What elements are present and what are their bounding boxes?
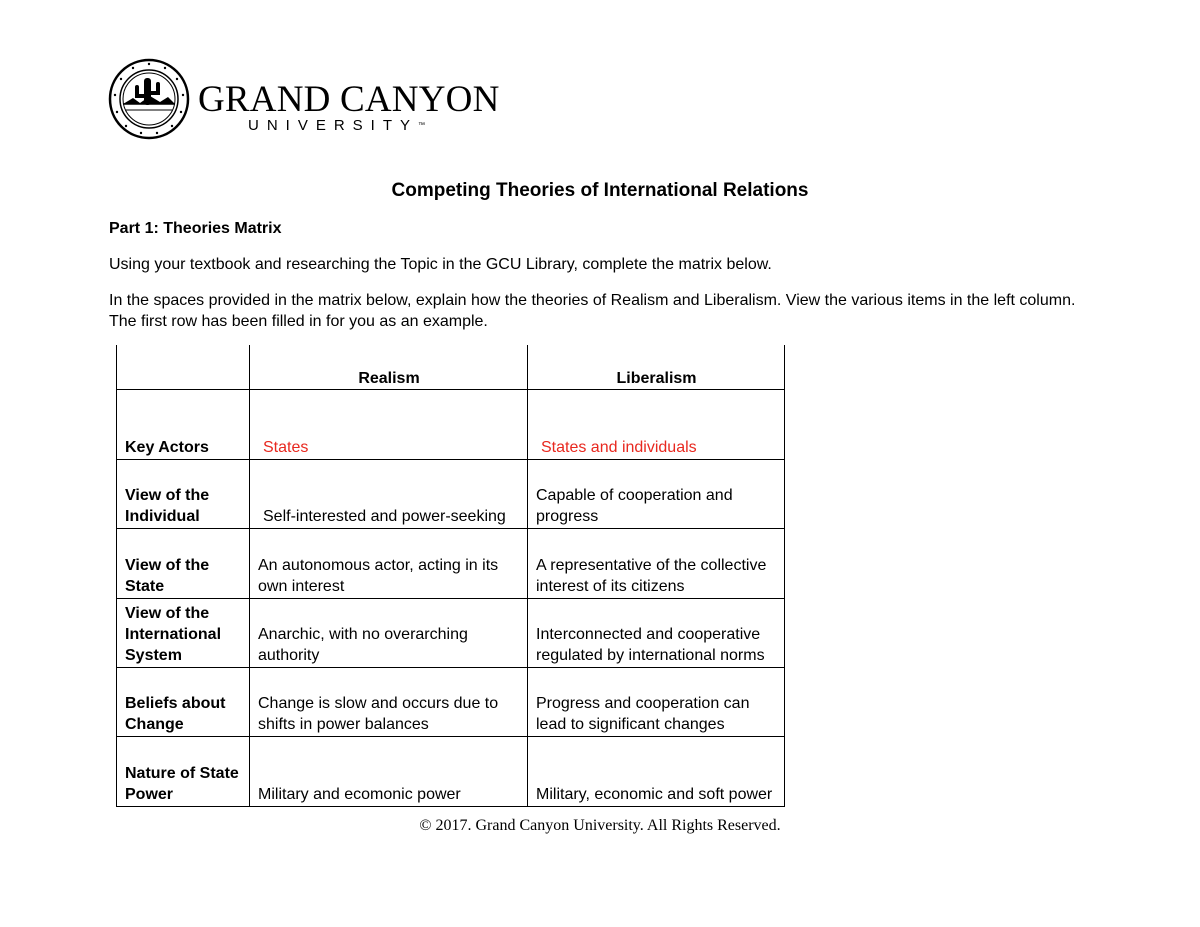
row-label: Nature of State Power bbox=[117, 736, 250, 806]
realism-cell: States bbox=[250, 389, 528, 459]
row-label: View of the State bbox=[117, 528, 250, 598]
copyright-notice: © 2017. Grand Canyon University. All Rights Reserved. bbox=[419, 817, 781, 834]
theories-matrix-table bbox=[116, 345, 785, 807]
realism-cell: Self-interested and power-seeking bbox=[250, 459, 528, 528]
liberalism-cell: A representative of the collective interest of its citizens bbox=[528, 528, 785, 598]
liberalism-cell: Capable of cooperation and progress bbox=[528, 459, 785, 528]
logo-wordmark: GRAND CANYON bbox=[198, 79, 500, 120]
logo-subtitle-text: UNIVERSITY bbox=[248, 117, 419, 134]
table-row bbox=[117, 598, 785, 667]
column-header-blank bbox=[117, 345, 250, 389]
document-title: Competing Theories of International Relations bbox=[391, 180, 809, 201]
logo-subtitle bbox=[248, 118, 425, 134]
row-label: Beliefs about Change bbox=[117, 667, 250, 736]
realism-cell: Change is slow and occurs due to shifts in power balances bbox=[250, 667, 528, 736]
realism-cell: An autonomous actor, acting in its own interest bbox=[250, 528, 528, 598]
table-row bbox=[117, 667, 785, 736]
column-header-realism: Realism bbox=[250, 345, 528, 389]
liberalism-cell: Interconnected and cooperative regulated by international norms bbox=[528, 598, 785, 667]
column-header-liberalism: Liberalism bbox=[528, 345, 785, 389]
realism-cell: Military and ecomonic power bbox=[250, 736, 528, 806]
section-heading: Part 1: Theories Matrix bbox=[109, 220, 282, 237]
table-row bbox=[117, 389, 785, 459]
row-label: View of the International System bbox=[117, 598, 250, 667]
trademark-symbol: ™ bbox=[418, 122, 426, 129]
liberalism-cell: States and individuals bbox=[528, 389, 785, 459]
instructions-paragraph-2: In the spaces provided in the matrix below, explain how the theories of Realism and Liberalism. View the various items in the left column. The first row has been filled in for you as an example. bbox=[109, 292, 1076, 330]
university-logo bbox=[108, 58, 500, 140]
liberalism-cell: Military, economic and soft power bbox=[528, 736, 785, 806]
table-row bbox=[117, 459, 785, 528]
table-row bbox=[117, 528, 785, 598]
university-seal-icon bbox=[108, 58, 190, 140]
realism-cell: Anarchic, with no overarching authority bbox=[250, 598, 528, 667]
row-label: Key Actors bbox=[117, 389, 250, 459]
table-header-row bbox=[117, 345, 785, 389]
liberalism-cell: Progress and cooperation can lead to significant changes bbox=[528, 667, 785, 736]
row-label: View of the Individual bbox=[117, 459, 250, 528]
instructions-paragraph-1: Using your textbook and researching the Topic in the GCU Library, complete the matrix below. bbox=[109, 256, 772, 273]
table-row bbox=[117, 736, 785, 806]
